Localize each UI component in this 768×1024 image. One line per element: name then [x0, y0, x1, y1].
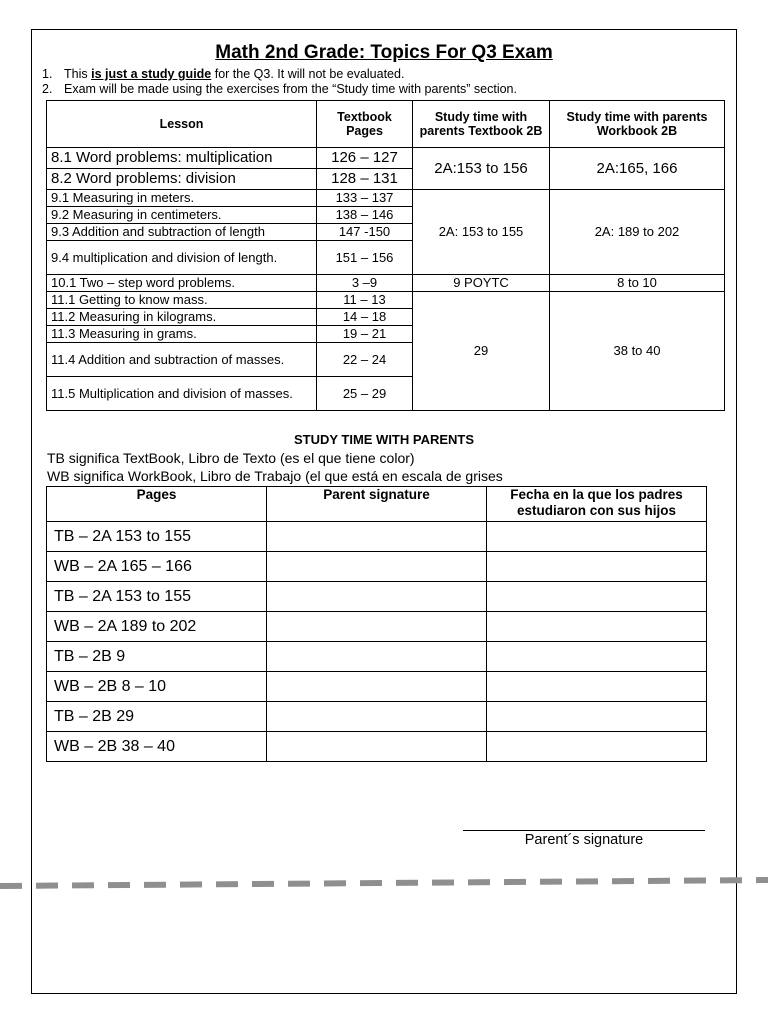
parent-signature-cell[interactable] [267, 732, 487, 762]
cut-line [0, 876, 768, 892]
textbook-pages-cell: 11 – 13 [317, 292, 413, 309]
textbook-pages-cell: 147 -150 [317, 224, 413, 241]
header-study-textbook: Study time with parents Textbook 2B [413, 101, 550, 148]
lesson-cell: 11.3 Measuring in grams. [47, 326, 317, 343]
pages-cell: TB – 2A 153 to 155 [47, 522, 267, 552]
lesson-cell: 11.5 Multiplication and division of masses. [47, 377, 317, 411]
signature-label: Parent´s signature [524, 832, 644, 848]
lesson-cell: 9.4 multiplication and division of length. [47, 241, 317, 275]
topic-row [47, 275, 725, 292]
header-date: Fecha en la que los padres estudiaron con sus hijos [487, 487, 707, 522]
study-row [47, 732, 707, 762]
header-parent-signature: Parent signature [267, 487, 487, 522]
date-cell[interactable] [487, 612, 707, 642]
pages-cell: WB – 2B 8 – 10 [47, 672, 267, 702]
date-cell[interactable] [487, 552, 707, 582]
note-number: 2. [42, 81, 53, 96]
study-section-title: STUDY TIME WITH PARENTS [293, 432, 475, 447]
textbook-pages-cell: 133 – 137 [317, 190, 413, 207]
textbook-pages-cell: 19 – 21 [317, 326, 413, 343]
study-workbook-cell: 38 to 40 [550, 292, 725, 411]
date-cell[interactable] [487, 582, 707, 612]
header-study-workbook: Study time with parents Workbook 2B [550, 101, 725, 148]
date-cell[interactable] [487, 522, 707, 552]
study-workbook-cell: 8 to 10 [550, 275, 725, 292]
topics-table [46, 100, 725, 411]
study-row [47, 522, 707, 552]
notes-list [42, 67, 517, 96]
signature-line[interactable] [463, 830, 705, 831]
date-cell[interactable] [487, 732, 707, 762]
study-workbook-cell: 2A: 189 to 202 [550, 190, 725, 275]
page-title: Math 2nd Grade: Topics For Q3 Exam [215, 42, 553, 63]
topic-row [47, 148, 725, 169]
lesson-cell: 9.3 Addition and subtraction of length [47, 224, 317, 241]
study-textbook-cell: 2A:153 to 156 [413, 148, 550, 190]
note-text: Exam will be made using the exercises from the “Study time with parents” section. [64, 81, 517, 96]
lesson-cell: 11.2 Measuring in kilograms. [47, 309, 317, 326]
topic-row [47, 190, 725, 207]
study-workbook-cell: 2A:165, 166 [550, 148, 725, 190]
textbook-pages-cell: 128 – 131 [317, 169, 413, 190]
lesson-cell: 8.1 Word problems: multiplication [47, 148, 317, 169]
study-row [47, 642, 707, 672]
textbook-pages-cell: 14 – 18 [317, 309, 413, 326]
legend-tb: TB significa TextBook, Libro de Texto (es el que tiene color) [47, 450, 415, 466]
textbook-pages-cell: 151 – 156 [317, 241, 413, 275]
study-row [47, 672, 707, 702]
note-item [42, 67, 517, 82]
parent-signature-cell[interactable] [267, 702, 487, 732]
study-row [47, 552, 707, 582]
date-cell[interactable] [487, 642, 707, 672]
note-emphasis: is just a study guide [91, 67, 212, 81]
header-pages: Pages [47, 487, 267, 522]
header-textbook-pages: Textbook Pages [317, 101, 413, 148]
parent-signature-cell[interactable] [267, 552, 487, 582]
textbook-pages-cell: 126 – 127 [317, 148, 413, 169]
textbook-pages-cell: 22 – 24 [317, 343, 413, 377]
parent-signature-cell[interactable] [267, 582, 487, 612]
lesson-cell: 11.1 Getting to know mass. [47, 292, 317, 309]
study-header-row [47, 487, 707, 522]
parent-signature-cell[interactable] [267, 642, 487, 672]
header-lesson: Lesson [47, 101, 317, 148]
parent-signature-cell[interactable] [267, 612, 487, 642]
study-row [47, 612, 707, 642]
pages-cell: WB – 2A 189 to 202 [47, 612, 267, 642]
study-row [47, 582, 707, 612]
textbook-pages-cell: 138 – 146 [317, 207, 413, 224]
note-text: for the Q3. It will not be evaluated. [211, 67, 405, 81]
note-item [42, 82, 517, 97]
textbook-pages-cell: 3 –9 [317, 275, 413, 292]
lesson-cell: 10.1 Two – step word problems. [47, 275, 317, 292]
lesson-cell: 8.2 Word problems: division [47, 169, 317, 190]
study-row [47, 702, 707, 732]
lesson-cell: 11.4 Addition and subtraction of masses. [47, 343, 317, 377]
pages-cell: TB – 2B 29 [47, 702, 267, 732]
pages-cell: WB – 2A 165 – 166 [47, 552, 267, 582]
topic-row [47, 292, 725, 309]
pages-cell: TB – 2A 153 to 155 [47, 582, 267, 612]
pages-cell: TB – 2B 9 [47, 642, 267, 672]
date-cell[interactable] [487, 672, 707, 702]
study-table [46, 486, 707, 762]
study-textbook-cell: 2A: 153 to 155 [413, 190, 550, 275]
dashed-cut-line [0, 880, 768, 886]
lesson-cell: 9.1 Measuring in meters. [47, 190, 317, 207]
pages-cell: WB – 2B 38 – 40 [47, 732, 267, 762]
note-number: 1. [42, 67, 53, 81]
parent-signature-cell[interactable] [267, 522, 487, 552]
date-cell[interactable] [487, 702, 707, 732]
parent-signature-cell[interactable] [267, 672, 487, 702]
textbook-pages-cell: 25 – 29 [317, 377, 413, 411]
note-text: This [64, 67, 92, 81]
legend-wb: WB significa WorkBook, Libro de Trabajo (el que está en escala de grises [47, 468, 503, 484]
study-textbook-cell: 9 POYTC [413, 275, 550, 292]
study-textbook-cell: 29 [413, 292, 550, 411]
topics-header-row [47, 101, 725, 148]
lesson-cell: 9.2 Measuring in centimeters. [47, 207, 317, 224]
